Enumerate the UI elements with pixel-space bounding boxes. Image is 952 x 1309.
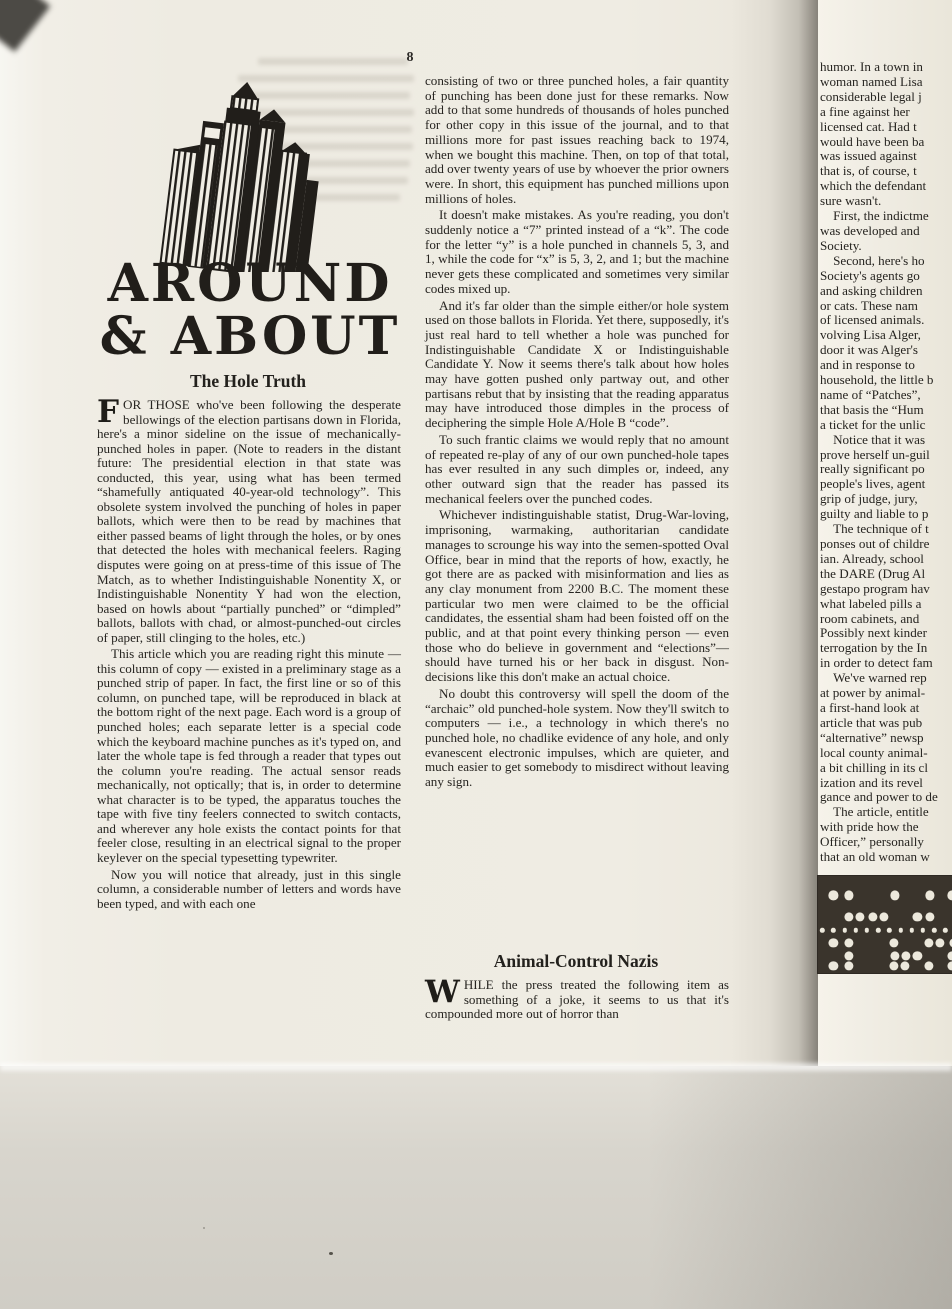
- tape-hole: [842, 928, 846, 932]
- paragraph: [97, 394, 401, 645]
- next-page-line: a bit chilling in its cl: [820, 760, 929, 775]
- tape-hole: [902, 951, 911, 960]
- next-page-line: would have been ba: [820, 134, 925, 149]
- tape-hole: [921, 928, 925, 932]
- tape-hole: [932, 928, 936, 932]
- skyscraper-illustration: [148, 80, 334, 277]
- tape-hole: [844, 912, 853, 921]
- tape-hole: [831, 928, 835, 932]
- next-page-line: was developed and: [820, 223, 920, 238]
- next-page-line: prove herself un-guil: [820, 447, 930, 462]
- tape-hole: [854, 928, 858, 932]
- next-page-line: The article, entitle: [820, 805, 929, 820]
- next-page-line: what labeled pills a: [820, 596, 922, 611]
- tape-hole: [868, 912, 877, 921]
- scan-speck: [329, 1252, 333, 1255]
- tape-hole: [898, 928, 902, 932]
- paragraph-text: HILE the press treated the following item as something of a joke, it seems to us that it's compounded more out of horror than: [425, 977, 729, 1022]
- next-page-line: and asking children: [820, 283, 923, 298]
- tape-hole: [879, 912, 888, 921]
- paragraph-text: OR THOSE who've been following the desperate bellowings of the election partisans down in Florida, here's a minor sideline on the issue of mechanically-punched holes in paper. (Note to readers in the distant future: The presidential election in that state was conducted, this year, using what has been termed “shamefully antiquated 40-year-old technology”. This obsolete system involved the punching of holes in paper ballots, which were then to be read by machines that either passed beams of light through the holes, or by ones that detected the holes with mechanical feelers. Raging disputes were going on at press-time of this issue of The Match, as to whether Indistinguishable Nonentity X, or Indistinguishable Nonentity Y had won the election, based on howls about “partially punched” or “dimpled” ballots, ballots with chad, or almost-punched-out circles of paper, still clinging to the holes, etc.): [97, 397, 401, 645]
- dropcap-f: F: [97, 394, 120, 430]
- page-gutter-shadow: [730, 0, 818, 1068]
- next-page-line: room cabinets, and: [820, 611, 920, 626]
- tape-hole: [865, 928, 869, 932]
- dropcap-w: W: [425, 974, 460, 1010]
- page-number: 8: [406, 50, 414, 65]
- tape-hole: [890, 891, 899, 900]
- tape-hole: [948, 962, 952, 971]
- article-heading-hole-truth: The Hole Truth: [189, 371, 307, 391]
- next-page-line: the DARE (Drug Al: [820, 566, 926, 581]
- next-page-line: household, the little b: [820, 373, 934, 388]
- tape-hole: [924, 962, 933, 971]
- next-page-line: with pride how the: [820, 820, 919, 835]
- tape-hole: [844, 962, 853, 971]
- next-page-line: Society's agents go: [820, 268, 920, 283]
- next-page-line: a first-hand look at: [820, 700, 920, 715]
- masthead-line2: & ABOUT: [99, 306, 401, 367]
- next-page-line: Society.: [820, 238, 862, 253]
- animal-control-intro: [425, 974, 729, 1024]
- next-page-line: considerable legal j: [820, 89, 922, 104]
- paragraph: consisting of two or three punched holes, a fair quantity of punching has been done just for these remarks. Now add to that some hundreds of thousands of holes punched for other copy in this issue of the journal, and to that millions more for past issues reaching back to 1974, when we bought this machine. Then, on top of that total, add over twenty years of use by whoever the prior owners were. In short, this equipment has punched millions upon millions of holes.: [425, 73, 729, 206]
- next-page-line: humor. In a town in: [820, 60, 923, 74]
- next-page-line: Notice that it was: [820, 432, 926, 447]
- next-page-line: and in response to: [820, 358, 915, 373]
- next-page-line: licensed cat. Had t: [820, 119, 917, 134]
- page-bottom-edge: [0, 1066, 952, 1309]
- next-page-line: name of “Patches”,: [820, 387, 921, 402]
- next-page-line: article that was pub: [820, 715, 923, 730]
- next-page-line: sure wasn't.: [820, 194, 882, 209]
- scan-speck: [203, 1227, 205, 1229]
- tape-hole: [829, 938, 838, 947]
- next-page-line: “alternative” newsp: [820, 730, 924, 745]
- next-page-line: door it was Alger's: [820, 343, 919, 358]
- paragraph: Whichever indistinguishable statist, Drug-War-loving, imprisoning, warmaking, authoritarian candidate manages to scrounge his way into the semen-spotted Oval Office, bear in mind that the reports of how, exactly, he got there are as packed with misinformation and lies as any clay monument from 2200 B.C. The moment these particular two men were claimed to be the official candidates, the essential sham had been foisted off on the public, and at that point every thinking person — even those who do believe in government and “elections”— should have turned his or her back in disgust. Non-decisions like this don't make an actual choice.: [425, 507, 729, 685]
- next-page-line: guilty and liable to p: [820, 507, 929, 522]
- next-page-line: which the defendant: [820, 179, 927, 194]
- tape-hole: [829, 962, 838, 971]
- paragraph: This article which you are reading right this minute — this column of copy — existed in a preliminary stage as a punched strip of paper. In fact, the first line or so of this column, on punched tape, will be reproduced in black at the bottom right of the next page. Each word is a group of punched holes; each separate letter is a special code which the keyboard machine punches as it's typed on, and later the whole tape is fed through a reader that types out the column you're reading. The actual sensor reads mechanically, not optically; that is, in order to determine what character is to be typed, the apparatus touches the tape with five tiny feelers connected to switch contacts, and wherever any hole exists the contact points for that feeler close, resulting in an electrical signal to the proper keylever on the special typesetting typewriter.: [97, 646, 401, 865]
- tape-hole: [876, 928, 880, 932]
- next-page-line: First, the indictme: [820, 209, 929, 224]
- next-page-line: The technique of t: [820, 522, 929, 537]
- paragraph: No doubt this controversy will spell the doom of the “archaic” old punched-hole system. Now they'll switch to computers — i.e., a technology in which there's no punched hole, no chadlike evidence of any hole, and only evanescent electronic impulses, which are quieter, and much easier to get somebody to misdirect without leaving any sign.: [425, 685, 729, 790]
- tape-hole: [925, 912, 934, 921]
- middle-text-column: [425, 74, 729, 792]
- next-page-line: really significant po: [820, 462, 925, 477]
- next-page-line: Possibly next kinder: [820, 626, 927, 641]
- tape-hole: [913, 951, 922, 960]
- next-page-line: that an old woman w: [820, 850, 930, 865]
- next-page-line: local county animal-: [820, 745, 928, 760]
- next-page-line: gance and power to de: [820, 790, 938, 805]
- paragraph: It doesn't make mistakes. As you're reading, you don't suddenly notice a “7” printed instead of a “k”. The code for the letter “y” is a hole punched in channels 5, 3, and 1, while the code for “x” is 5, 3, 2, and 1; but the machine never gets these complicated and sometimes very similar codes mixed up.: [425, 207, 729, 296]
- tape-hole: [889, 938, 898, 947]
- next-page-line: of licensed animals.: [820, 313, 925, 328]
- tape-hole: [889, 962, 898, 971]
- left-text-column: [97, 394, 401, 913]
- tape-hole: [844, 938, 853, 947]
- next-page-line: or cats. These nam: [820, 298, 918, 313]
- next-page-line: gestapo program hav: [820, 581, 930, 596]
- next-page-line: was issued against: [820, 149, 917, 164]
- skyscraper-art-icon: [148, 80, 334, 272]
- tape-hole: [948, 951, 952, 960]
- tape-hole: [935, 938, 944, 947]
- tape-hole: [855, 912, 864, 921]
- tape-hole: [910, 928, 914, 932]
- tape-hole: [948, 891, 952, 900]
- tape-hole: [820, 928, 824, 932]
- paragraph: Now you will notice that already, just in this single column, a considerable number of letters and words have been typed, and with each one: [97, 866, 401, 911]
- next-page-line: in order to detect fam: [820, 656, 933, 671]
- next-page-line: that basis the “Hum: [820, 402, 924, 417]
- next-page-line: ian. Already, school: [820, 551, 924, 566]
- next-page-line: a fine against her: [820, 104, 910, 119]
- next-page-line: volving Lisa Alger,: [820, 328, 921, 343]
- next-page-text-column: [820, 60, 952, 865]
- tape-hole: [943, 928, 947, 932]
- tape-hole: [829, 891, 838, 900]
- tape-hole: [887, 928, 891, 932]
- paragraph: [425, 974, 729, 1022]
- article-heading-animal-control: Animal-Control Nazis: [493, 951, 659, 971]
- tape-hole: [925, 891, 934, 900]
- next-page-line: woman named Lisa: [820, 74, 923, 89]
- tape-hole: [844, 891, 853, 900]
- tape-hole: [924, 938, 933, 947]
- punched-tape-illustration: [818, 876, 952, 973]
- next-page-line: at power by animal-: [820, 686, 926, 701]
- next-page-line: that is, of course, t: [820, 164, 917, 179]
- next-page-line: Second, here's ho: [820, 253, 925, 268]
- paragraph: And it's far older than the simple either/or hole system used on those ballots in Florida. Yet there, supposedly, it's just real hard to tell whether a hole was punched for Indistinguishable Candidate X or Indistinguishable Candidate Y. Now it seems there's talk about how holes may have gotten pushed only partway out, and other partisans rebut that by insisting that the reading apparatus may have introduced those dimples in the process of deciphering the simple Hole A/Hole B “code”.: [425, 297, 729, 431]
- next-page-line: ization and its revel: [820, 775, 923, 790]
- tape-hole: [900, 962, 909, 971]
- next-page-line: a ticket for the unlic: [820, 417, 926, 432]
- next-page-line: terrogation by the In: [820, 641, 928, 656]
- tape-hole: [844, 951, 853, 960]
- masthead-line1: AROUND: [107, 253, 393, 314]
- next-page-line: grip of judge, jury,: [820, 492, 918, 507]
- next-page-line: We've warned rep: [820, 671, 927, 686]
- magazine-masthead: [78, 253, 422, 367]
- tape-hole: [890, 951, 899, 960]
- next-page-line: ponses out of childre: [820, 537, 930, 551]
- tape-hole: [913, 912, 922, 921]
- paragraph: To such frantic claims we would reply that no amount of repeated re-play of any of our own punched-hole tapes has ever resulted in any such dimples or, indeed, any other outward sign that the reader has passed its mechanical feelers over the punched codes.: [425, 431, 729, 506]
- next-page-line: Officer,” personally: [820, 835, 924, 850]
- next-page-line: people's lives, agent: [820, 477, 926, 492]
